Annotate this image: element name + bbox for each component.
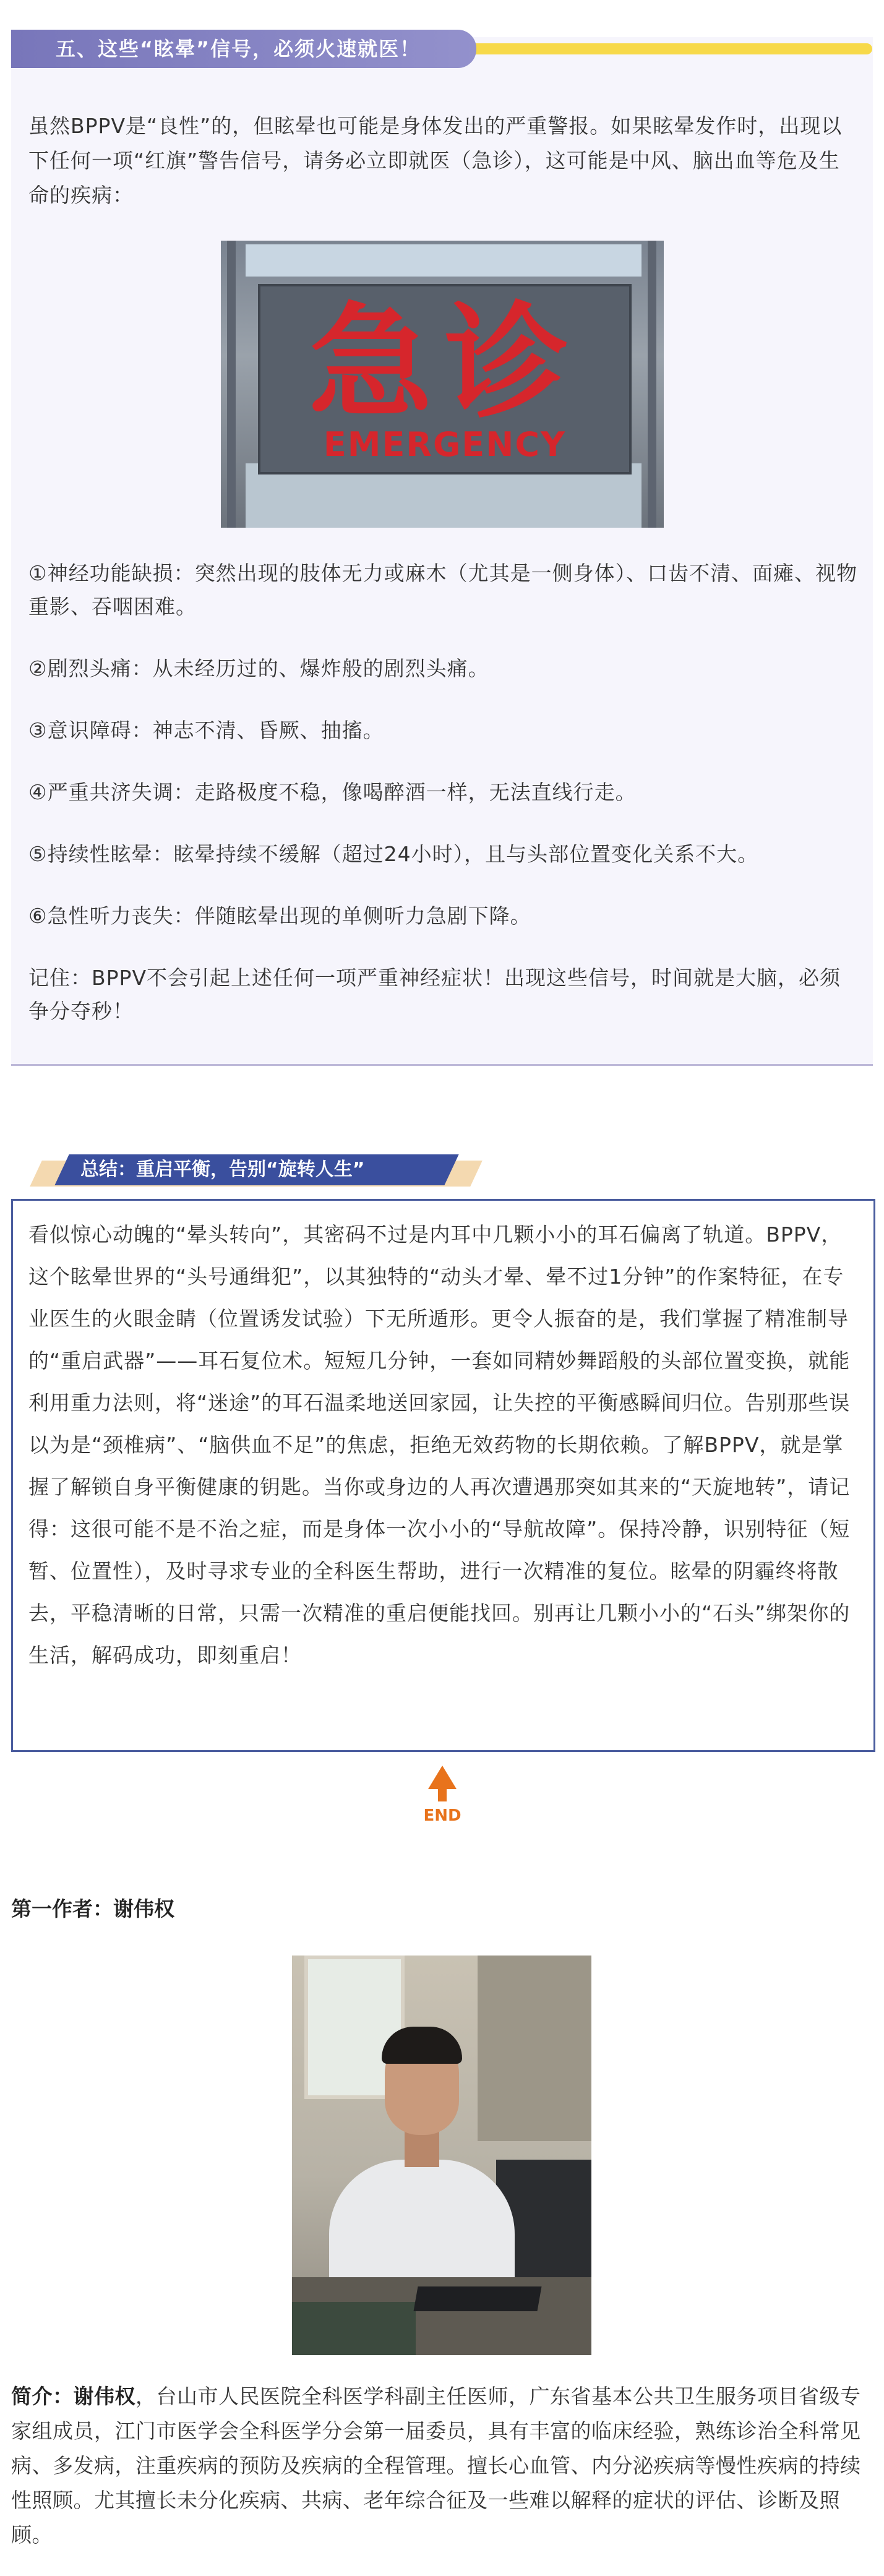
list-item: ⑥急性听力丧失：伴随眩晕出现的单侧听力急剧下降。: [28, 904, 531, 928]
emergency-sign-english: EMERGENCY: [323, 425, 567, 464]
section5-title: 五、这些“眩晕”信号，必须火速就医！: [56, 37, 421, 61]
author-label: 第一作者：谢伟权: [11, 1897, 174, 1921]
list-item: ⑤持续性眩晕：眩晕持续不缓解（超过24小时），且与头部位置变化关系不大。: [28, 842, 759, 866]
author-photo: [292, 1956, 591, 2355]
section5-title-underline: [433, 43, 872, 54]
summary-title: 总结：重启平衡，告别“旋转人生”: [80, 1159, 365, 1180]
author-name: 谢伟权: [73, 2384, 135, 2408]
list-item: ③意识障碍：神志不清、昏厥、抽搐。: [28, 718, 384, 742]
author-intro-prefix: 简介：: [11, 2384, 74, 2408]
section5-title-banner: [11, 30, 476, 68]
author-intro-body: ，台山市人民医院全科医学科副主任医师，广东省基本公共卫生服务项目省级专家组成员，江门市医学会全科医学分会第一届委员，具有丰富的临床经验，熟练诊治全科常见病、多发病，注重疾病的预防及疾病的全程管理。擅长心血管、内分泌疾病等慢性疾病的持续性照顾。尤其擅长未分化疾病、共病、老年综合征及一些难以解释的症状的评估、诊断及照顾。: [11, 2384, 861, 2547]
author-intro: [11, 2379, 872, 2552]
emergency-sign: [258, 284, 632, 474]
reminder-text: 记住：BPPV不会引起上述任何一项严重神经症状！出现这些信号，时间就是大脑，必须争分夺秒！: [28, 966, 841, 1023]
end-label: END: [423, 1806, 461, 1825]
tree-icon: [426, 1764, 459, 1804]
emergency-sign-photo: [221, 241, 664, 528]
section5-intro: 虽然BPPV是“良性”的，但眩晕也可能是身体发出的严重警报。如果眩晕发作时，出现以下任何一项“红旗”警告信号，请务必立即就医（急诊），这可能是中风、脑出血等危及生命的疾病：: [28, 114, 843, 207]
emergency-sign-chinese: 急诊: [308, 291, 581, 436]
warning-signs-list: [28, 557, 860, 1057]
list-item: ②剧烈头痛：从未经历过的、爆炸般的剧烈头痛。: [28, 656, 489, 680]
list-item: ①神经功能缺损：突然出现的肢体无力或麻木（尤其是一侧身体）、口齿不清、面瘫、视物重影、吞咽困难。: [28, 561, 858, 619]
list-item: ④严重共济失调：走路极度不稳，像喝醉酒一样，无法直线行走。: [28, 780, 637, 804]
summary-text: 看似惊心动魄的“晕头转向”，其密码不过是内耳中几颗小小的耳石偏离了轨道。BPPV，这个眩晕世界的“头号通缉犯”，以其独特的“动头才晕、晕不过1分钟”的作案特征，在专业医生的火眼金睛（位置诱发试验）下无所遁形。更令人振奋的是，我们掌握了精准制导的“重启武器”——耳石复位术。短短几分钟，一套如同精妙舞蹈般的头部位置变换，就能利用重力法则，将“迷途”的耳石温柔地送回家园，让失控的平衡感瞬间归位。告别那些误以为是“颈椎病”、“脑供血不足”的焦虑，拒绝无效药物的长期依赖。了解BPPV，就是掌握了解锁自身平衡健康的钥匙。当你或身边的人再次遭遇那突如其来的“天旋地转”，请记得：这很可能不是不治之症，而是身体一次小小的“导航故障”。保持冷静，识别特征（短暂、位置性），及时寻求专业的全科医生帮助，进行一次精准的复位。眩晕的阴霾终将散去，平稳清晰的日常，只需一次精准的重启便能找回。别再让几颗小小的“石头”绑架你的生活，解码成功，即刻重启！: [28, 1222, 851, 1667]
